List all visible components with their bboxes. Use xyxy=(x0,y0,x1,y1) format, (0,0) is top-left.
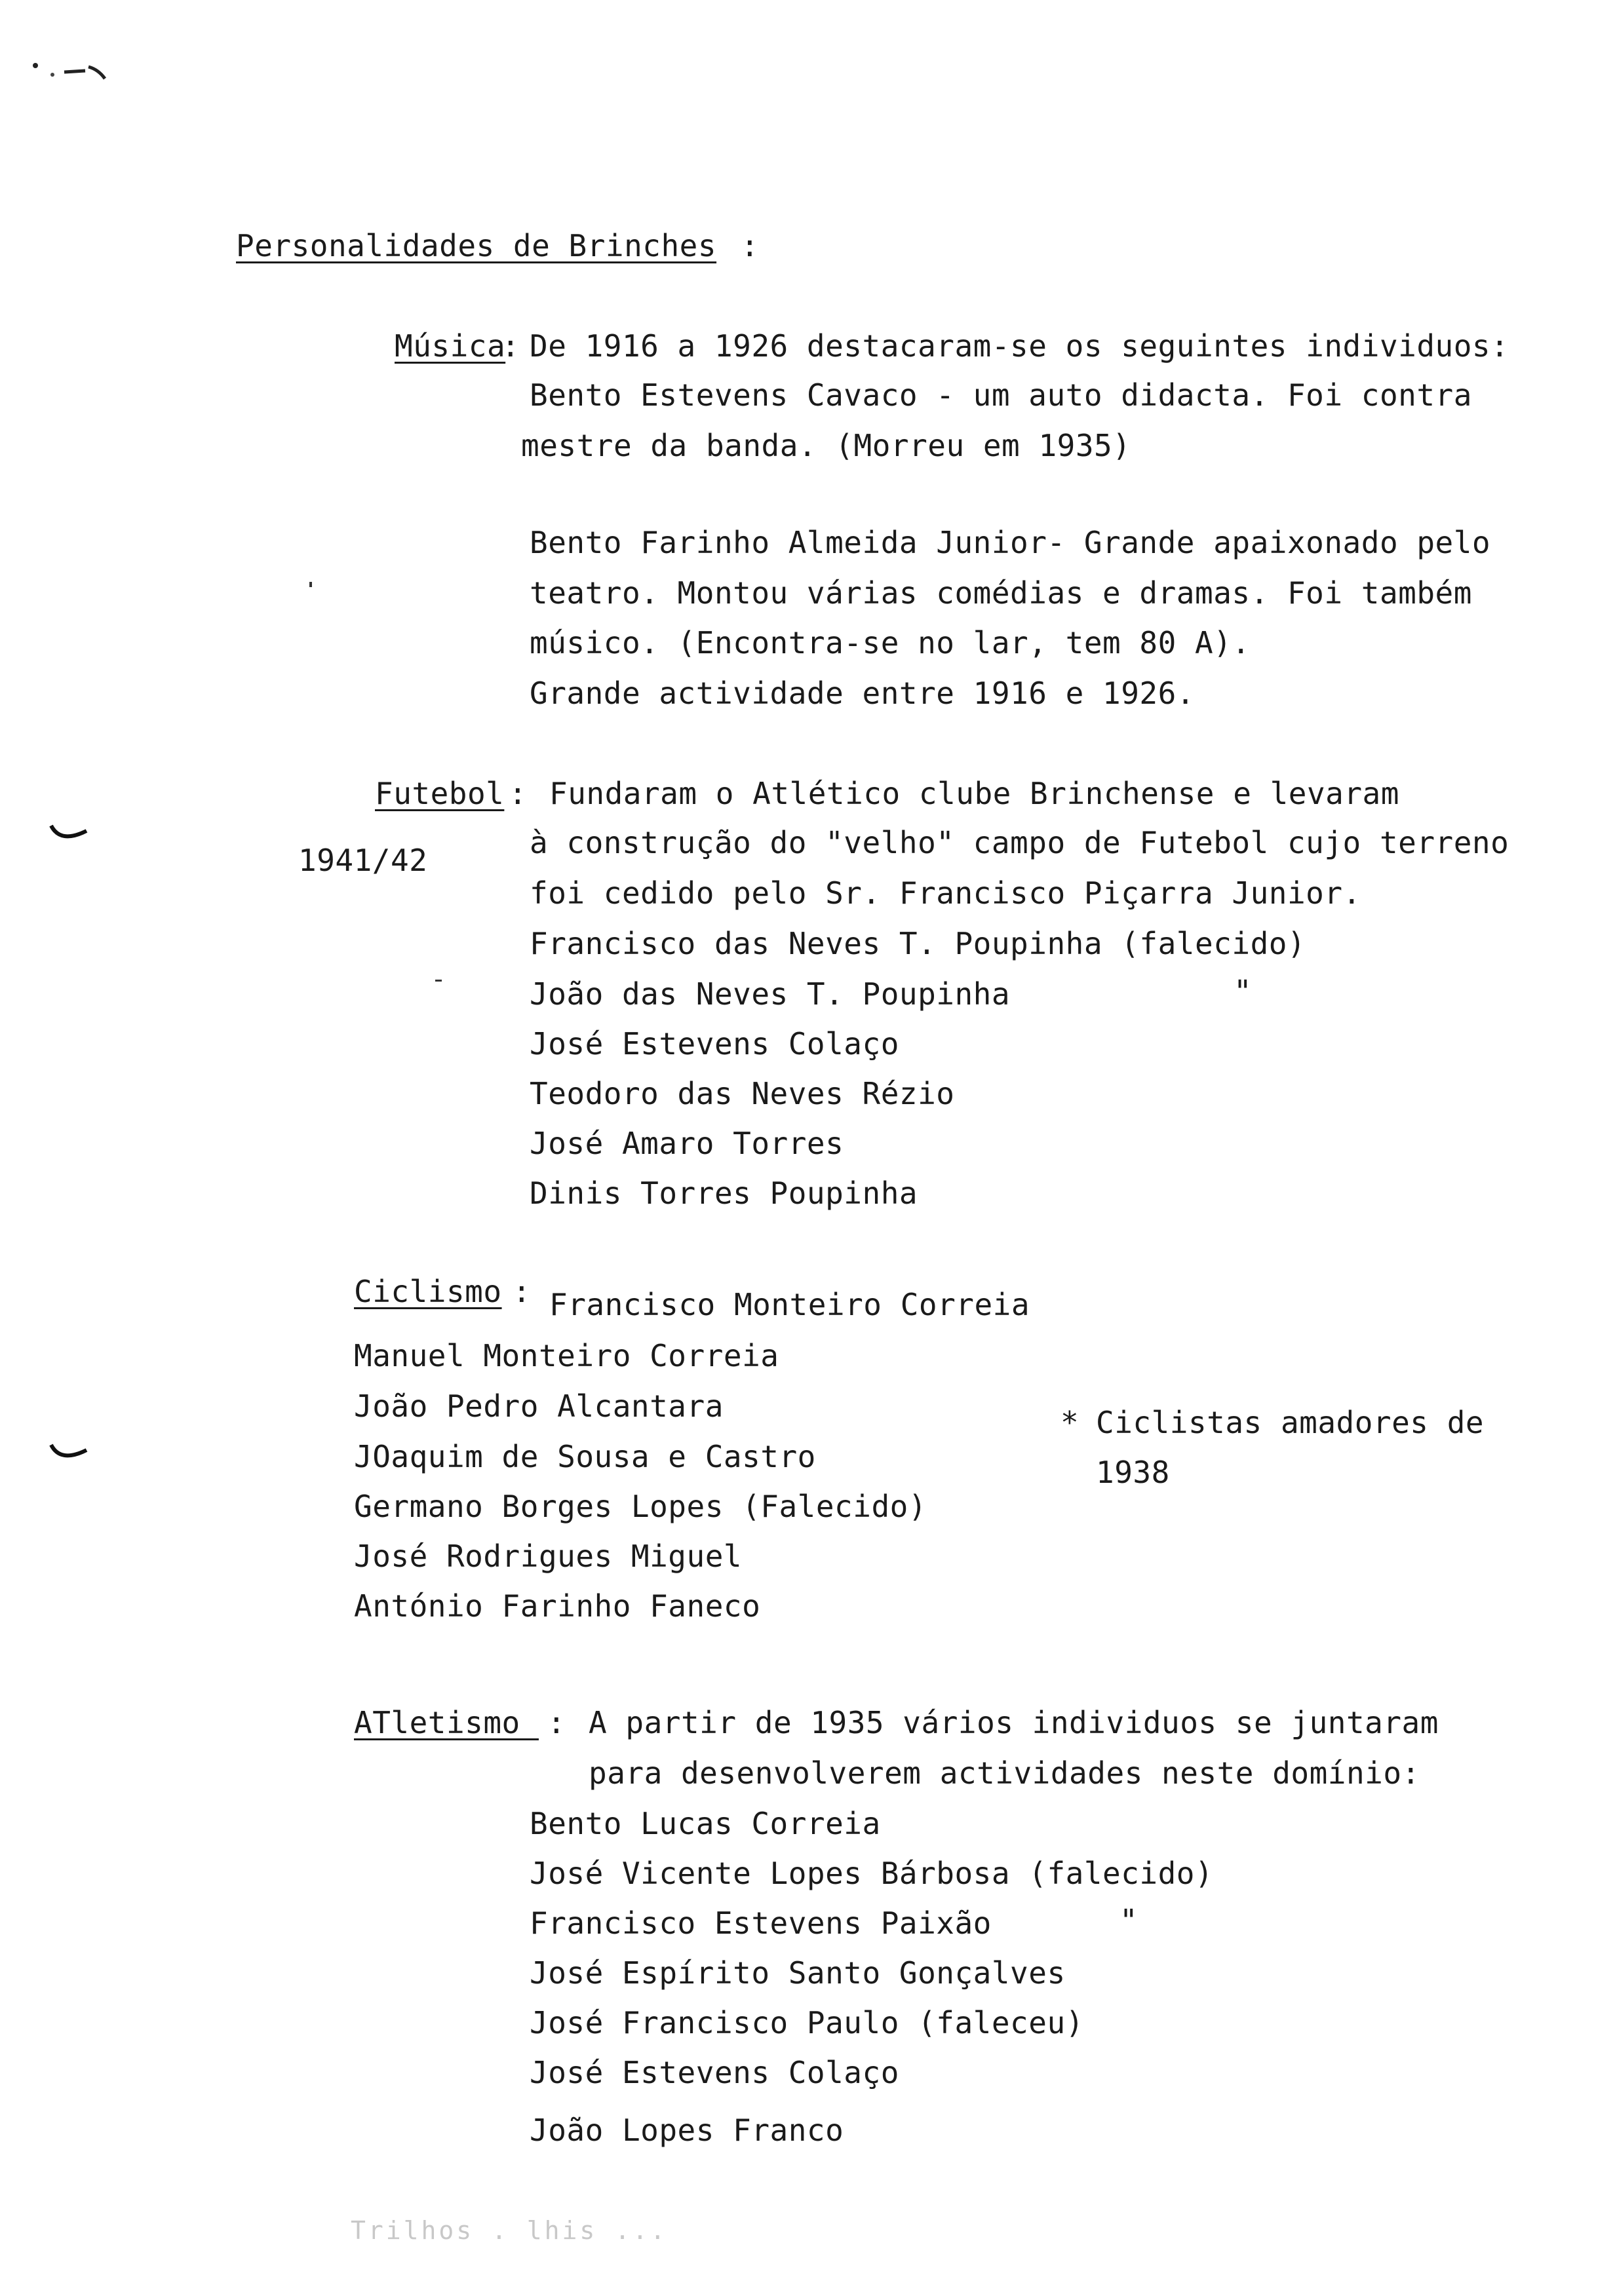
musica-line: Bento Farinho Almeida Junior- Grande apaixonado pelo xyxy=(530,525,1491,560)
ciclismo-name: Francisco Monteiro Correia xyxy=(549,1287,1030,1322)
section-colon-atletismo: : xyxy=(547,1705,566,1740)
atletismo-name: José Francisco Paulo (faleceu) xyxy=(530,2005,1084,2040)
stray-mark xyxy=(309,582,312,587)
musica-intro: De 1916 a 1926 destacaram-se os seguintes individuos: xyxy=(530,328,1509,364)
section-label-futebol: Futebol xyxy=(375,776,505,811)
ditto-mark: " xyxy=(1234,974,1253,1009)
page-title: Personalidades de Brinches xyxy=(236,228,717,263)
atletismo-name: José Estevens Colaço xyxy=(530,2055,899,2090)
atletismo-name: José Vicente Lopes Bárbosa (falecido) xyxy=(530,1856,1214,1891)
section-label-musica: Música xyxy=(395,328,506,364)
ciclismo-name: António Farinho Faneco xyxy=(354,1588,761,1624)
futebol-year: 1941/42 xyxy=(298,843,428,878)
ciclismo-note-bullet: * xyxy=(1060,1405,1080,1440)
futebol-name: Francisco das Neves T. Poupinha (falecido) xyxy=(530,926,1306,961)
ciclismo-name: JOaquim de Sousa e Castro xyxy=(354,1439,816,1474)
futebol-name: Teodoro das Neves Rézio xyxy=(530,1076,955,1111)
atletismo-name: João Lopes Franco xyxy=(530,2113,844,2148)
futebol-line: à construção do "velho" campo de Futebol cujo terreno xyxy=(530,825,1509,860)
section-label-ciclismo: Ciclismo xyxy=(354,1274,502,1309)
scan-mark xyxy=(26,52,118,92)
ciclismo-note: Ciclistas amadores de xyxy=(1096,1405,1485,1440)
punch-hole-mark xyxy=(46,819,98,852)
musica-line: músico. (Encontra-se no lar, tem 80 A). xyxy=(530,625,1251,660)
stray-mark xyxy=(435,980,442,982)
futebol-name: José Amaro Torres xyxy=(530,1126,844,1161)
musica-line: mestre da banda. (Morreu em 1935) xyxy=(521,428,1131,463)
ciclismo-name: José Rodrigues Miguel xyxy=(354,1539,743,1574)
section-colon-futebol: : xyxy=(509,776,528,811)
futebol-name: João das Neves T. Poupinha xyxy=(530,976,1011,1012)
section-label-atletismo: ATletismo xyxy=(354,1705,539,1740)
futebol-name: Dinis Torres Poupinha xyxy=(530,1176,918,1211)
section-colon-ciclismo: : xyxy=(513,1274,532,1309)
section-colon-musica: : xyxy=(501,328,520,364)
futebol-line: Fundaram o Atlético clube Brinchense e levaram xyxy=(549,776,1399,811)
musica-line: teatro. Montou várias comédias e dramas. Foi também xyxy=(530,575,1472,611)
musica-line: Grande actividade entre 1916 e 1926. xyxy=(530,676,1195,711)
faded-footer-text: Trilhos . lhis ... xyxy=(351,2216,668,2245)
ciclismo-note-year: 1938 xyxy=(1096,1455,1170,1490)
musica-line: Bento Estevens Cavaco - um auto didacta. Foi contra xyxy=(530,377,1472,413)
ciclismo-name: Manuel Monteiro Correia xyxy=(354,1338,779,1373)
atletismo-intro: A partir de 1935 vários individuos se juntaram xyxy=(589,1705,1439,1740)
atletismo-name: Francisco Estevens Paixão xyxy=(530,1905,992,1941)
ciclismo-name: Germano Borges Lopes (Falecido) xyxy=(354,1489,927,1524)
atletismo-intro: para desenvolverem actividades neste domínio: xyxy=(589,1755,1420,1791)
page-title-colon: : xyxy=(741,228,760,263)
atletismo-name: José Espírito Santo Gonçalves xyxy=(530,1955,1066,1991)
ditto-mark: " xyxy=(1119,1903,1138,1938)
atletismo-name: Bento Lucas Correia xyxy=(530,1806,881,1841)
futebol-line: foi cedido pelo Sr. Francisco Piçarra Junior. xyxy=(530,875,1361,911)
ciclismo-name: João Pedro Alcantara xyxy=(354,1388,724,1424)
punch-hole-mark xyxy=(46,1438,98,1471)
futebol-name: José Estevens Colaço xyxy=(530,1026,899,1062)
